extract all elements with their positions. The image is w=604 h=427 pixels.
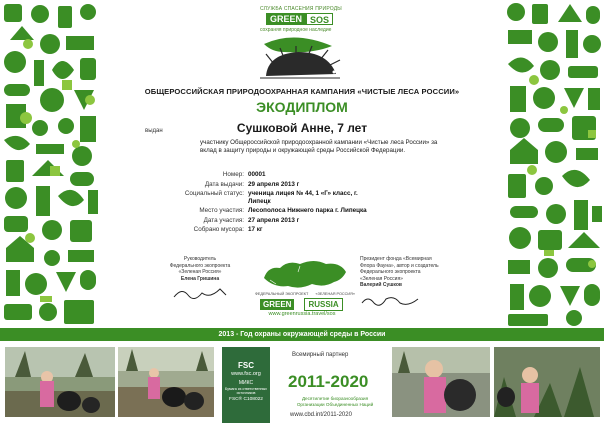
signature-right-scribble — [360, 293, 420, 309]
eco-icons-right-panel — [504, 0, 604, 328]
field-issue-date: Дата выдачи: 29 апреля 2013 г — [204, 180, 300, 188]
diploma-title: ЭКОДИПЛОМ — [256, 99, 348, 115]
service-tagline: сохраняя природное наследие — [260, 27, 332, 33]
field-place: Место участия: Лесополоса Нижнего парка г. Липецка — [199, 207, 367, 214]
fsc-site: www.fsc.org — [231, 371, 261, 377]
service-name: СЛУЖБА СПАСЕНИЯ ПРИРОДЫ — [260, 6, 342, 12]
logo-sos-text: SOS — [306, 13, 333, 25]
award-description: участнику Общероссийской природоохранной кампании «Чистые леса России» за вклад в защиту природы и окружающей среды Российской Федерации. — [200, 139, 438, 154]
photo-girl-with-bags — [5, 347, 115, 417]
eco-icons-left-panel — [0, 0, 100, 328]
un-decade-caption: Десятилетие биоразнообразия Организации Объединенных Наций — [296, 396, 374, 407]
fsc-description: Бумага из ответственных источников — [225, 387, 267, 396]
field-number: Номер: 00001 — [222, 171, 266, 178]
fsc-code: FSC® C108022 — [229, 397, 263, 403]
signature-right: Президент фонда «Всемирная Флора Фауна», автор и создатель Федерального экопроекта «Зеленая Россия» Валерий Сушков — [360, 256, 470, 309]
signature-left: Руководитель Федерального экопроекта «Зеленая Россия» Елена Гришина — [140, 256, 260, 301]
year-banner: 2013 - Год охраны окружающей среды в России — [0, 328, 604, 341]
signer-right-name: Валерий Сушков — [360, 282, 402, 288]
campaign-title: ОБЩЕРОССИЙСКАЯ ПРИРОДООХРАННАЯ КАМПАНИЯ «ЧИСТЫЕ ЛЕСА РОССИИ» — [144, 87, 460, 96]
cbd-url[interactable]: www.cbd.int/2011-2020 — [290, 412, 352, 418]
partner-label: Всемирный партнер — [292, 352, 349, 358]
russia-map-icon — [260, 254, 350, 294]
green-russia-caption: ФЕДЕРАЛЬНЫЙ ЭКОПРОЕКТ «ЗЕЛЕНАЯ РОССИЯ» — [255, 292, 355, 296]
signature-left-scribble — [170, 285, 230, 301]
fsc-mixed-label: МИКС — [238, 380, 254, 386]
recipient-name: Сушковой Анне, 7 лет — [236, 121, 368, 135]
un-decade-years: 2011-2020 — [288, 372, 369, 391]
green-russia-logo: GREEN RUSSIA — [260, 298, 343, 311]
logo-green-text: GREEN — [266, 13, 306, 25]
photo-girl-with-bag-close — [392, 347, 490, 417]
issued-label: выдан — [145, 128, 163, 134]
field-participation-date: Дата участия: 27 апреля 2013 г — [203, 216, 300, 224]
photo-trash-bags — [118, 347, 214, 417]
fsc-logo: FSC — [238, 361, 254, 370]
hedgehog-leaf-icon — [254, 36, 344, 84]
fsc-badge — [222, 347, 270, 423]
field-social-status: Социальный статус: ученица лицея № 44, 1 «Г» класс, г. Липецк — [184, 190, 358, 205]
diploma-center — [100, 0, 504, 328]
website-url[interactable]: www.greenrussia.travel/sos — [268, 311, 336, 317]
field-garbage-collected: Собрано мусора: 17 кг — [193, 226, 263, 233]
green-sos-logo — [266, 13, 333, 25]
photo-strip — [0, 341, 604, 427]
details-fields — [160, 171, 460, 236]
signer-left-name: Елена Гришина — [180, 275, 220, 282]
photo-girl-in-pines — [494, 347, 600, 417]
